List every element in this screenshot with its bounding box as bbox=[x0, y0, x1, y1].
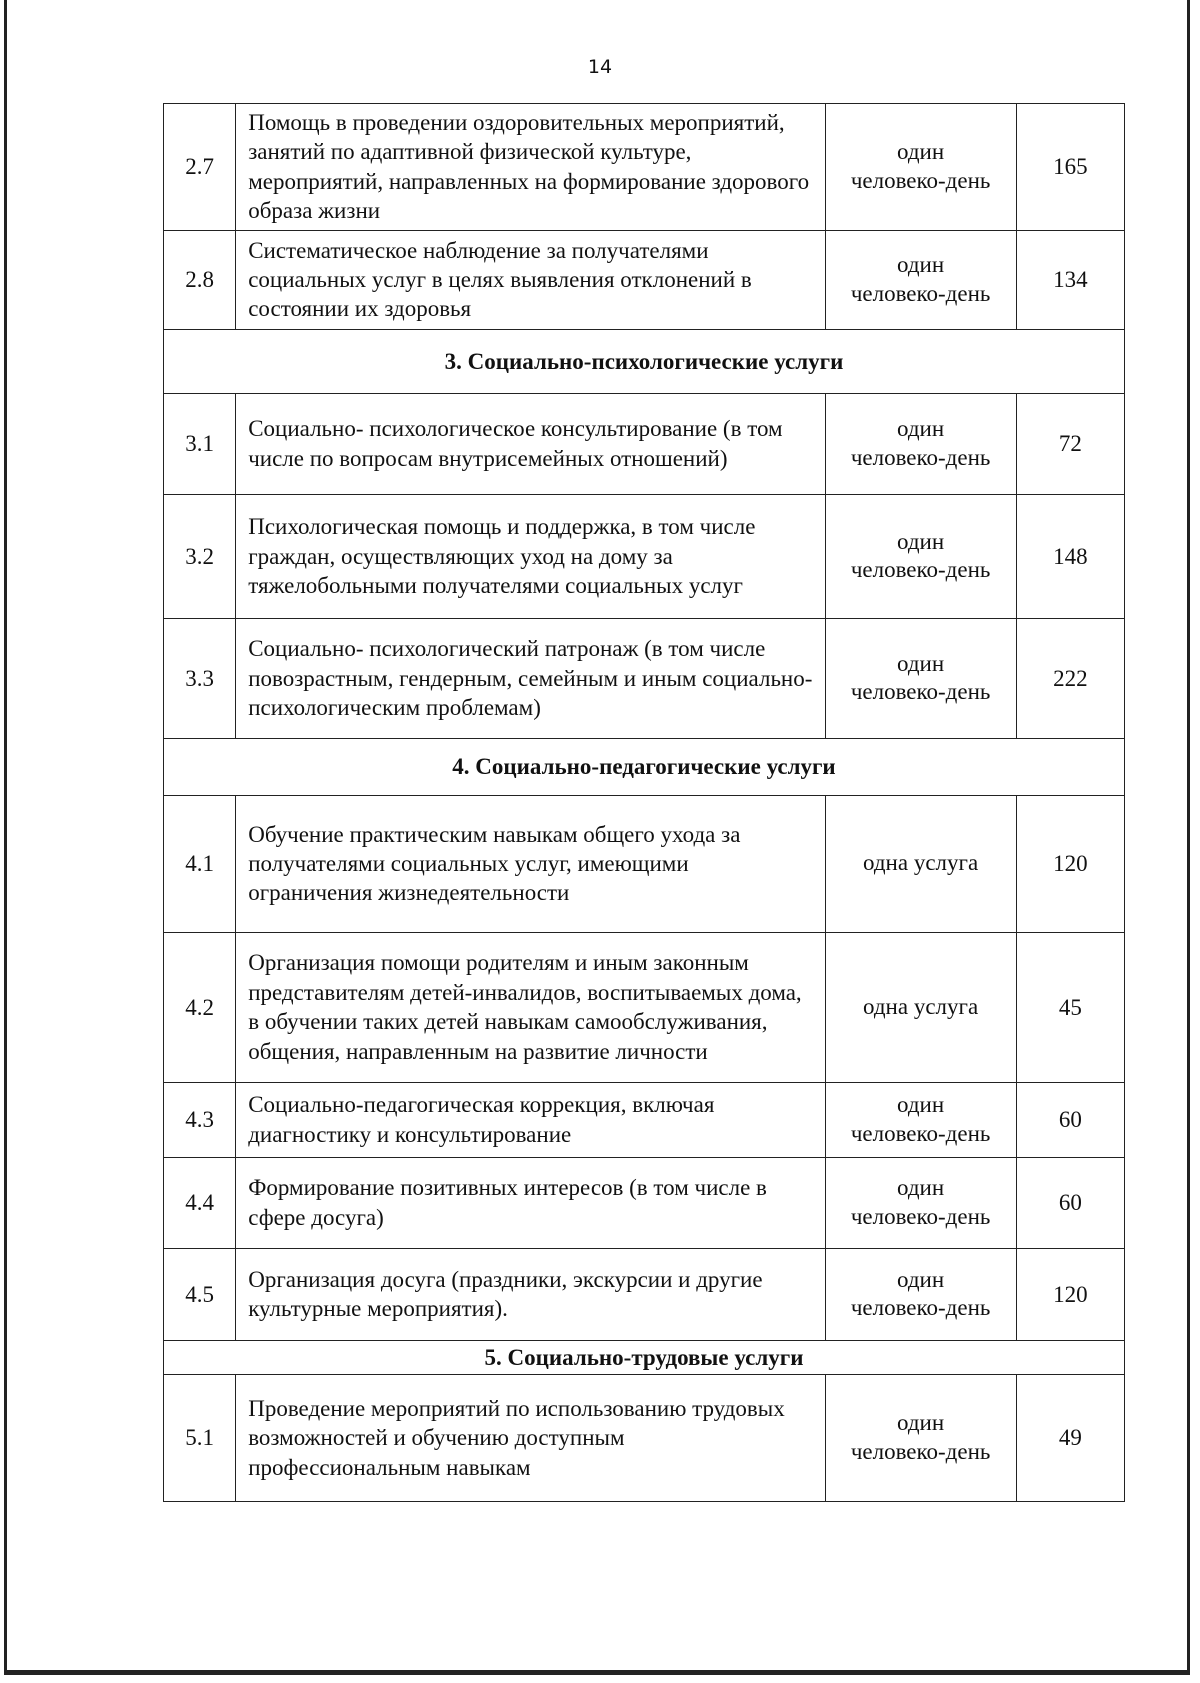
row-number: 4.2 bbox=[164, 932, 236, 1082]
row-number: 3.3 bbox=[164, 618, 236, 738]
unit-cell bbox=[825, 1248, 1016, 1340]
unit-line: человеко-день bbox=[850, 679, 991, 705]
unit-line: человеко-день bbox=[850, 1439, 991, 1465]
service-value: 148 bbox=[1016, 494, 1124, 618]
section-row bbox=[164, 329, 1125, 393]
table-row bbox=[164, 1375, 1125, 1502]
unit-line: одна услуга bbox=[863, 850, 979, 876]
unit-line: человеко-день bbox=[850, 1203, 991, 1229]
service-description: Проведение мероприятий по использованию трудовых возможностей и обучению доступным профессиональным навыкам bbox=[236, 1375, 825, 1502]
service-value: 222 bbox=[1016, 618, 1124, 738]
service-value: 72 bbox=[1016, 393, 1124, 494]
row-number: 2.7 bbox=[164, 104, 236, 231]
unit-cell bbox=[825, 104, 1016, 231]
unit-line: человеко-день bbox=[850, 167, 991, 193]
unit-line: один bbox=[897, 139, 945, 165]
unit-line: человеко-день bbox=[850, 280, 991, 306]
section-row bbox=[164, 738, 1125, 795]
service-description: Обучение практическим навыкам общего ухода за получателями социальных услуг, имеющими ограничения жизнедеятельности bbox=[236, 795, 825, 932]
service-value: 165 bbox=[1016, 104, 1124, 231]
service-description: Формирование позитивных интересов (в том числе в сфере досуга) bbox=[236, 1157, 825, 1248]
row-number: 4.5 bbox=[164, 1248, 236, 1340]
unit-line: один bbox=[897, 252, 945, 277]
row-number: 2.8 bbox=[164, 230, 236, 329]
unit-line: человеко-день bbox=[850, 444, 991, 470]
service-value: 134 bbox=[1016, 230, 1124, 329]
service-value: 45 bbox=[1016, 932, 1124, 1082]
unit-line: один bbox=[897, 528, 945, 554]
row-number: 4.3 bbox=[164, 1082, 236, 1157]
table-row bbox=[164, 1248, 1125, 1340]
unit-line: одна услуга bbox=[863, 993, 979, 1019]
service-value: 120 bbox=[1016, 795, 1124, 932]
section-heading: 5. Социально-трудовые услуги bbox=[164, 1340, 1125, 1374]
unit-cell bbox=[825, 230, 1016, 329]
unit-line: один bbox=[897, 1410, 945, 1436]
unit-cell bbox=[825, 1157, 1016, 1248]
service-description: Организация досуга (праздники, экскурсии и другие культурные мероприятия). bbox=[236, 1248, 825, 1340]
unit-line: один bbox=[897, 1092, 945, 1117]
unit-line: один bbox=[897, 1175, 945, 1200]
row-number: 3.2 bbox=[164, 494, 236, 618]
unit-line: человеко-день bbox=[850, 557, 991, 583]
row-number: 4.1 bbox=[164, 795, 236, 932]
service-value: 60 bbox=[1016, 1082, 1124, 1157]
section-heading: 4. Социально-педагогические услуги bbox=[164, 738, 1125, 795]
unit-line: один bbox=[897, 1266, 945, 1292]
table-row bbox=[164, 393, 1125, 494]
section-row bbox=[164, 1340, 1125, 1374]
row-number: 4.4 bbox=[164, 1157, 236, 1248]
table-row bbox=[164, 104, 1125, 231]
row-number: 5.1 bbox=[164, 1375, 236, 1502]
service-description: Социально- психологический патронаж (в том числе повозрастным, гендерным, семейным и иным социально- психологическим проблемам) bbox=[236, 618, 825, 738]
row-number: 3.1 bbox=[164, 393, 236, 494]
service-value: 60 bbox=[1016, 1157, 1124, 1248]
service-description: Помощь в проведении оздоровительных мероприятий, занятий по адаптивной физической культуре, мероприятий, направленных на формирование здорового образа жизни bbox=[236, 104, 825, 231]
table-row bbox=[164, 230, 1125, 329]
table-row bbox=[164, 1082, 1125, 1157]
service-value: 120 bbox=[1016, 1248, 1124, 1340]
unit-line: один bbox=[897, 650, 945, 676]
table-row bbox=[164, 795, 1125, 932]
page-number: 14 bbox=[587, 56, 613, 78]
unit-cell bbox=[825, 618, 1016, 738]
service-value: 49 bbox=[1016, 1375, 1124, 1502]
unit-cell bbox=[825, 1375, 1016, 1502]
unit-cell bbox=[825, 1082, 1016, 1157]
table-row bbox=[164, 494, 1125, 618]
unit-cell bbox=[825, 795, 1016, 932]
section-heading: 3. Социально-психологические услуги bbox=[164, 329, 1125, 393]
unit-line: один bbox=[897, 416, 945, 441]
service-description: Социально- психологическое консультирование (в том числе по вопросам внутрисемейных отношений) bbox=[236, 393, 825, 494]
unit-line: человеко-день bbox=[850, 1295, 991, 1321]
table-row bbox=[164, 618, 1125, 738]
table-row bbox=[164, 1157, 1125, 1248]
services-table bbox=[163, 103, 1125, 1502]
unit-cell bbox=[825, 932, 1016, 1082]
service-description: Социально-педагогическая коррекция, включая диагностику и консультирование bbox=[236, 1082, 825, 1157]
unit-cell bbox=[825, 393, 1016, 494]
service-description: Психологическая помощь и поддержка, в том числе граждан, осуществляющих уход на дому за тяжелобольными получателями социальных услуг bbox=[236, 494, 825, 618]
unit-cell bbox=[825, 494, 1016, 618]
service-description: Организация помощи родителям и иным законным представителям детей-инвалидов, воспитываемых дома, в обучении таких детей навыкам самообслуживания, общения, направленным на развитие личности bbox=[236, 932, 825, 1082]
unit-line: человеко-день bbox=[850, 1120, 991, 1146]
table-row bbox=[164, 932, 1125, 1082]
service-description: Систематическое наблюдение за получателями социальных услуг в целях выявления отклонений в состоянии их здоровья bbox=[236, 230, 825, 329]
